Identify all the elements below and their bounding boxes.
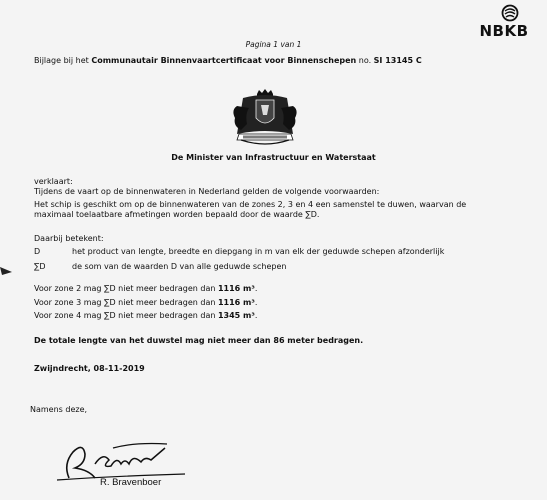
zone-limit-suffix: .: [254, 311, 258, 320]
definition-symbol: ∑D: [34, 262, 46, 271]
definitions-heading: Daarbij betekent:: [34, 234, 104, 243]
logo-emblem-icon: [470, 4, 538, 24]
vessel-suitability-line-2: maximaal toelaatbare afmetingen worden bepaald door de waarde ∑D.: [34, 210, 320, 219]
zone-limit-text: Voor zone 4 mag ∑D niet meer bedragen dan: [34, 311, 218, 320]
declares-label: verklaart:: [34, 177, 73, 186]
vessel-suitability-line-1: Het schip is geschikt om op de binnenwateren van de zones 2, 3 en 4 een samenstel te duwen, waarvan de: [34, 200, 467, 209]
certificate-number: SI 13145 C: [373, 56, 422, 65]
annex-no-label: no.: [356, 56, 374, 65]
issuing-authority: De Minister van Infrastructuur en Waterstaat: [171, 153, 376, 162]
zone-limit-text: Voor zone 3 mag ∑D niet meer bedragen dan: [34, 298, 218, 307]
zone-limit-suffix: .: [254, 298, 258, 307]
logo-text: NBKB: [479, 22, 529, 40]
zone-limit-row: [34, 284, 257, 293]
page-number: Pagina 1 van 1: [245, 40, 302, 49]
definition-symbol: D: [34, 247, 41, 256]
zone-limit-value: 1116 m³: [217, 298, 255, 307]
signatory-name: R. Bravenboer: [100, 477, 162, 488]
zone-limit-text: Voor zone 2 mag ∑D niet meer bedragen dan: [34, 284, 218, 293]
coat-of-arms-icon: [223, 88, 307, 150]
zone-limit-value: 1116 m³: [217, 284, 255, 293]
total-length-statement: De totale lengte van het duwstel mag niet meer dan 86 meter bedragen.: [34, 336, 364, 345]
definition-text: de som van de waarden D van alle geduwde schepen: [72, 262, 287, 271]
annex-heading: [34, 56, 422, 65]
margin-mark-icon: [0, 264, 14, 276]
on-behalf-label: Namens deze,: [30, 405, 88, 414]
zone-limit-row: [34, 298, 257, 307]
annex-prefix: Bijlage bij het: [34, 56, 92, 65]
zone-limit-value: 1345 m³: [217, 311, 255, 320]
intro-text: Tijdens de vaart op de binnenwateren in Nederland gelden de volgende voorwaarden:: [34, 187, 380, 196]
nbkb-logo: [470, 4, 538, 46]
certificate-title: Communautair Binnenvaartcertificaat voor Binnenschepen: [91, 56, 357, 65]
definition-text: het product van lengte, breedte en diepgang in m van elk der geduwde schepen afzonderlijk: [72, 247, 445, 256]
zone-limit-suffix: .: [254, 284, 258, 293]
zone-limit-row: [34, 311, 257, 320]
place-and-date: Zwijndrecht, 08-11-2019: [34, 364, 145, 373]
